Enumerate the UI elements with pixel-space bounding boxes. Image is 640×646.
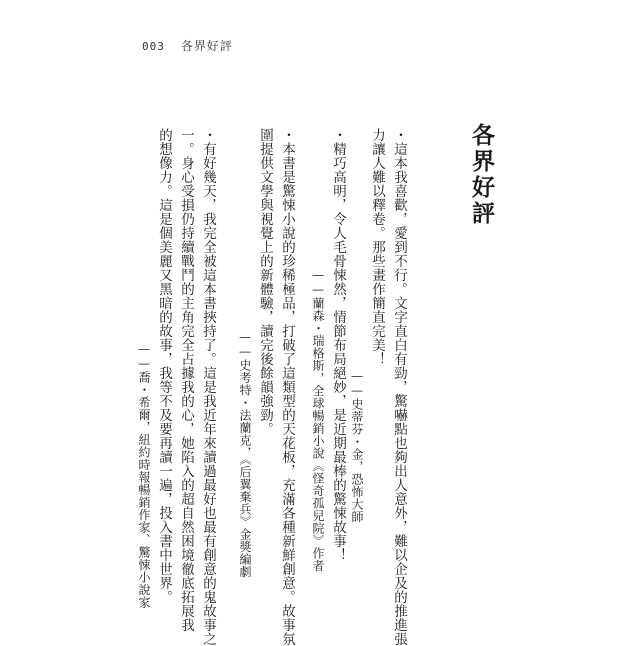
- review-3-attribution: ——史考特・法蘭克，《后翼棄兵》金獎編劇: [238, 330, 252, 578]
- review-3-line-1: ・本書是驚悚小說的珍稀極品，打破了這類型的天花板，充滿各種新鮮創意。故事氛: [279, 128, 295, 646]
- section-title: 各界好評: [468, 123, 495, 227]
- review-4-attribution: ——喬・希爾，紐約時報暢銷作家、驚悚小說家: [137, 342, 151, 609]
- review-1-line-2: 力讓人難以釋卷。那些畫作簡直完美！: [369, 128, 385, 366]
- running-header: [142, 37, 233, 54]
- header-title: 各界好評: [180, 39, 233, 53]
- review-2-attribution: ——蘭森・瑞格斯，全球暢銷小說《怪奇孤兒院》作者: [311, 268, 325, 572]
- review-3-line-2: 圍提供文學與視覺上的新體驗，讀完後餘韻強勁。: [257, 128, 273, 436]
- review-4-line-2: 一。身心受損仍持續戰鬥的主角完全占據我的心，她陷入的超自然困境徹底拓展我: [178, 128, 194, 632]
- review-4-line-1: ・有好幾天，我完全被這本書挾持了。這是我近年來讀過最好也最有創意的鬼故事之: [200, 128, 216, 646]
- review-1-line-1: ・這本我喜歡，愛到不行。文字直白有勁，驚嚇點也夠出人意外，難以企及的推進張: [391, 128, 407, 646]
- page-number: 003: [142, 40, 165, 53]
- review-4-line-3: 的想像力。這是個美麗又黑暗的故事，我等不及要再讀一遍，投入書中世界。: [156, 128, 172, 604]
- review-1-attribution: ——史蒂芬・金，恐怖大師: [350, 369, 364, 523]
- review-2-line-1: ・精巧高明，令人毛骨悚然，情節布局絕妙，是近期最棒的驚悚故事！: [330, 128, 346, 562]
